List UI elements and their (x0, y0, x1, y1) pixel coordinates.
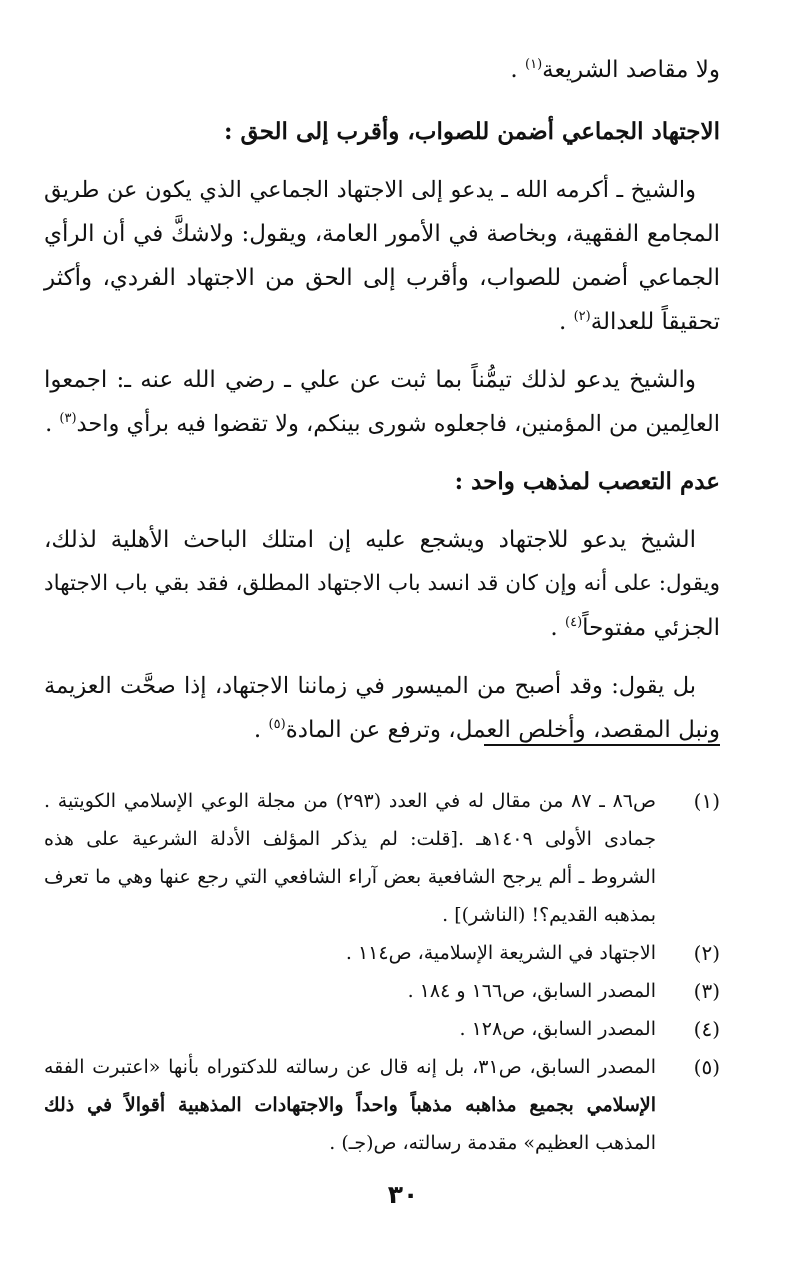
footnote-separator (484, 744, 720, 746)
footnote-ref-2: (٢) (573, 309, 591, 324)
footnote-number: (٢) (693, 941, 720, 965)
section-heading-collective-ijtihad: الاجتهاد الجماعي أضمن للصواب، وأقرب إلى الحق : (224, 118, 720, 145)
footnote-item (44, 782, 720, 934)
footnote-line: المذهب العظيم» مقدمة رسالته، ص(جـ) . (329, 1132, 656, 1154)
section-heading-no-partisanship: عدم التعصب لمذهب واحد : (454, 468, 720, 495)
paragraph-last-line (44, 402, 720, 446)
footnote-line: الشروط ـ ألم يرجح الشافعية بعض آراء الشافعي التي رجع عنها وهي ما تعرف (44, 866, 656, 888)
paragraph-text: تحقيقاً للعدالة (590, 309, 720, 335)
paragraph-text: الجزئي مفتوحاً (582, 615, 720, 641)
footnote-line: الاجتهاد في الشريعة الإسلامية، ص١١٤ . (345, 942, 656, 964)
footnote-number: (١) (693, 789, 720, 813)
footnotes (44, 782, 720, 1162)
footnote-item (44, 934, 720, 972)
paragraph-line: والشيخ ـ أكرمه الله ـ يدعو إلى الاجتهاد الجماعي الذي يكون عن طريق (44, 177, 696, 203)
footnote-ref-5: (٥) (268, 717, 286, 732)
paragraph-text: العالِمين من المؤمنين، فاجعلوه شورى بينكم، ولا تقضوا فيه برأي واحد (76, 411, 720, 437)
opening-text: ولا مقاصد الشريعة (542, 57, 720, 83)
paragraph-line: بل يقول: وقد أصبح من الميسور في زماننا الاجتهاد، إذا صحَّت العزيمة (44, 673, 696, 699)
paragraph-line: المجامع الفقهية، وبخاصة في الأمور العامة، ويقول: ولاشكَّ في أن الرأي (44, 221, 720, 247)
paragraph-line: الجماعي أضمن للصواب، وأقرب إلى الحق من الاجتهاد الفردي، وأكثر (44, 265, 720, 291)
paragraph-line: الشيخ يدعو للاجتهاد ويشجع عليه إن امتلك الباحث الأهلية لذلك، (44, 527, 696, 553)
paragraph-end: . (253, 717, 269, 743)
footnote-line: ص٨٦ ـ ٨٧ من مقال له في العدد (٢٩٣) من مجلة الوعي الإسلامي الكويتية . (44, 790, 656, 812)
paragraph-1 (44, 168, 720, 344)
paragraph-last-line (44, 300, 720, 344)
opening-end: . (510, 57, 525, 83)
footnote-line: المصدر السابق، ص١٦٦ و ١٨٤ . (407, 980, 656, 1002)
footnote-line: الإسلامي بجميع مذاهبه مذهباً واحداً والاجتهادات المذهبية أقوالاً في ذلك (44, 1094, 656, 1116)
footnote-line: المصدر السابق، ص١٢٨ . (459, 1018, 656, 1040)
footnote-item (44, 1010, 720, 1048)
paragraph-line: ويقول: على أنه وإن كان قد انسد باب الاجتهاد المطلق، فقد بقي باب الاجتهاد (44, 571, 720, 596)
paragraph-last-line (44, 606, 720, 650)
footnote-ref-1: (١) (525, 57, 543, 72)
footnote-item (44, 1048, 720, 1162)
footnote-line: المصدر السابق، ص٣١، بل إنه قال عن رسالته للدكتوراه بأنها «اعتبرت الفقه (44, 1056, 656, 1078)
paragraph-end: . (550, 615, 566, 641)
opening-line (44, 48, 720, 92)
paragraph-2 (44, 358, 720, 446)
paragraph-line: والشيخ يدعو لذلك تيمُّناً بما ثبت عن علي ـ رضي الله عنه ـ: اجمعوا (44, 367, 696, 393)
footnote-number: (٥) (693, 1055, 720, 1079)
paragraph-text: ونبل المقصد، وأخلص العمل، وترفع عن المادة (285, 717, 720, 743)
footnote-ref-4: (٤) (565, 615, 583, 630)
footnote-line: بمذهبه القديم؟! (الناشر)] . (442, 904, 656, 926)
footnote-ref-3: (٣) (59, 411, 77, 426)
paragraph-end: . (45, 411, 60, 437)
main-text (44, 48, 720, 752)
footnote-number: (٣) (693, 979, 720, 1003)
paragraph-3 (44, 518, 720, 650)
page-number: ٣٠ (387, 1180, 419, 1209)
footnote-line: جمادى الأولى ١٤٠٩هـ .[قلت: لم يذكر المؤلف الأدلة الشرعية على هذه (44, 828, 656, 850)
paragraph-end: . (558, 309, 574, 335)
footnote-number: (٤) (693, 1017, 720, 1041)
footnote-item (44, 972, 720, 1010)
paragraph-4 (44, 664, 720, 752)
